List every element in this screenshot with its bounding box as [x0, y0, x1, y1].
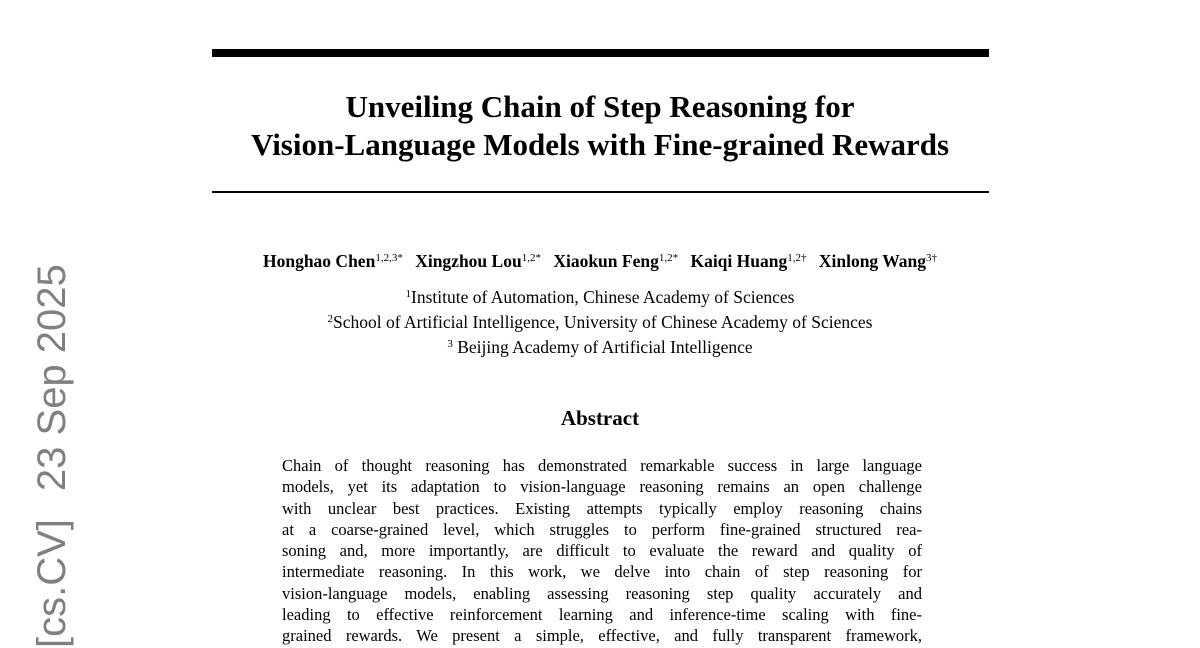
author-4: [690, 251, 806, 271]
author-affil-marks: 1,2,3*: [375, 252, 403, 264]
affiliation-2: [150, 308, 1050, 333]
author-3: [553, 251, 678, 271]
affiliation-1: [150, 283, 1050, 308]
author-5: [819, 251, 937, 271]
author-name: Xingzhou Lou: [415, 251, 522, 271]
author-name: Honghao Chen: [262, 251, 376, 271]
title-top-rule: [212, 49, 989, 57]
abstract-line: grained rewards. We present a simple, effective, and fully transparent framework,: [282, 626, 922, 646]
affiliation-mark: 1: [405, 288, 412, 300]
abstract-body: [282, 455, 922, 647]
affiliation-text: School of Artificial Intelligence, University of Chinese Academy of Sciences: [333, 312, 873, 332]
author-2: [415, 251, 541, 271]
abstract-line: intermediate reasoning. In this work, we delve into chain of step reasoning for: [282, 562, 922, 582]
author-name: Kaiqi Huang: [690, 251, 788, 271]
author-affil-marks: 3†: [926, 252, 938, 264]
abstract-line: at a coarse-grained level, which struggles to perform fine-grained structured rea-: [282, 519, 922, 539]
title-line-1: Unveiling Chain of Step Reasoning for: [345, 89, 855, 124]
abstract-line: Chain of thought reasoning has demonstrated remarkable success in large language: [282, 456, 922, 475]
abstract-heading: Abstract: [560, 406, 640, 430]
abstract-line: soning and, more importantly, are difficult to evaluate the reward and quality of: [282, 541, 922, 561]
affiliation-mark: 2: [327, 313, 334, 325]
author-name: Xiaokun Feng: [553, 251, 659, 271]
abstract-line: models, yet its adaptation to vision-language reasoning remains an open challenge: [282, 477, 922, 497]
author-list: [150, 247, 1050, 272]
abstract-line: leading to effective reinforcement learning and inference-time scaling with fine-: [282, 605, 922, 625]
abstract-line: with unclear best practices. Existing attempts typically employ reasoning chains: [282, 498, 922, 518]
title-bottom-rule: [212, 191, 989, 193]
affiliation-list: [150, 283, 1050, 358]
arxiv-date: 23 Sep 2025: [30, 264, 74, 492]
paper-title: [150, 88, 1050, 164]
affiliation-mark: 3: [447, 338, 453, 350]
arxiv-side-stamp: [30, 264, 74, 648]
author-name: Xinlong Wang: [818, 251, 927, 271]
author-1: [263, 251, 403, 271]
affiliation-text: Beijing Academy of Artificial Intelligence: [452, 337, 753, 357]
arxiv-category: [cs.CV]: [30, 519, 74, 648]
author-affil-marks: 1,2†: [787, 252, 807, 264]
abstract-line: vision-language models, enabling assessing reasoning step quality accurately and: [282, 583, 922, 603]
affiliation-text: Institute of Automation, Chinese Academy of Sciences: [411, 287, 795, 307]
title-line-2: Vision-Language Models with Fine-grained Rewards: [250, 127, 950, 162]
affiliation-3: [150, 333, 1050, 358]
author-affil-marks: 1,2*: [658, 252, 679, 264]
author-affil-marks: 1,2*: [521, 252, 541, 264]
